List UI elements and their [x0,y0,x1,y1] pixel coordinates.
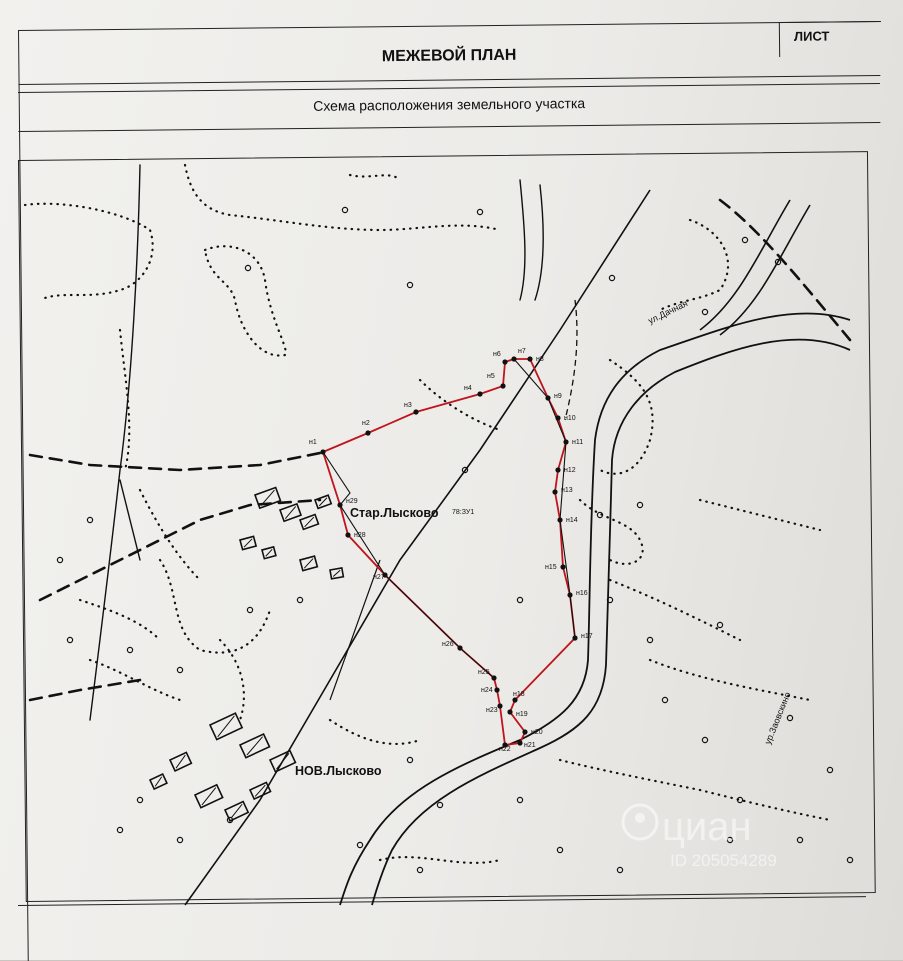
vertex-label: н19 [516,711,528,718]
vertex-point [555,467,560,472]
contour-line [380,857,500,863]
survey-marker [407,282,412,287]
survey-marker [662,697,667,702]
main-road-edge [372,340,850,905]
parcel-label: 78:ЗУ1 [452,509,475,516]
vertex-point [527,356,532,361]
survey-marker [247,607,252,612]
contour-line [420,380,500,430]
vertex-point [500,383,505,388]
document-subtitle: Схема расположения земельного участка [313,95,586,114]
contour-line [160,560,270,653]
building-hatch [242,539,253,547]
survey-marker [342,207,347,212]
survey-marker [717,622,722,627]
vertex-point [497,703,502,708]
vertex-point [511,356,516,361]
document-title: МЕЖЕВОЙ ПЛАН [381,46,517,66]
survey-marker [742,237,747,242]
vertex-point [552,489,557,494]
survey-marker [647,637,652,642]
survey-marker [609,275,614,280]
parcel-polygon [323,359,575,745]
building-hatch [243,737,267,755]
vertex-point [502,359,507,364]
survey-marker [57,557,62,562]
roads [185,190,850,905]
vertex-label: н28 [354,532,366,539]
vertex-label: н20 [531,729,543,736]
main-road [340,313,850,905]
vertex-point [337,502,342,507]
side-road-edge [720,205,810,335]
terrain-lines [25,165,853,873]
dashed-boundary [720,200,850,340]
vertex-label: н9 [554,393,562,400]
vertex-label: н16 [576,590,588,597]
survey-marker [437,802,442,807]
inner-boundary [323,452,494,678]
contour-line [350,175,400,180]
vertex-label: н27 [373,574,385,581]
street-label-zaovskino: ур.Заовскино [762,690,793,746]
vertex-point [477,391,482,396]
vertex-point [555,415,560,420]
building-hatch [264,549,273,556]
watermark [623,805,777,870]
survey-marker [637,502,642,507]
survey-marker [245,265,250,270]
vertex-label: н5 [487,373,495,380]
survey-marker [847,857,852,862]
survey-marker [517,597,522,602]
place-label-star-lyskovo: Стар.Лысково [350,506,439,520]
vertex-point [517,740,522,745]
survey-marker [787,715,792,720]
building-hatch [228,804,246,818]
vertex-point [494,687,499,692]
vertex-label: н23 [486,707,498,714]
terrain-edge [520,180,525,300]
survey-marker [177,837,182,842]
survey-marker [557,847,562,852]
vertex-label: н2 [362,420,370,427]
survey-marker [177,667,182,672]
vertex-point [557,517,562,522]
vertex-label: н14 [566,517,578,524]
vertex-label: н8 [536,356,544,363]
contour-line [205,246,286,355]
contour-line [700,500,820,530]
contour-line [25,204,153,300]
contour-line [80,600,160,640]
vertex-point [563,439,568,444]
survey-marker [137,797,142,802]
survey-marker [797,837,802,842]
vertex-point [365,430,370,435]
vertex-label: н26 [442,641,454,648]
vertex-point [507,709,512,714]
vertex-label: н3 [404,402,412,409]
vertex-point [545,395,550,400]
vertex-point [560,564,565,569]
vertex-point [522,729,527,734]
vertex-point [457,645,462,650]
survey-marker [417,867,422,872]
place-label-nov-lyskovo: НОВ.Лысково [295,764,382,778]
vertex-label: н10 [564,415,576,422]
field-track [330,560,380,700]
survey-marker [117,827,122,832]
vertex-label: н22 [499,746,511,753]
survey-marker [67,637,72,642]
vertex-point [491,675,496,680]
street-label-dachnaya: ул.Дачная [646,298,690,326]
contour-line [330,720,420,744]
inner-boundary [514,359,575,638]
survey-marker [297,597,302,602]
survey-marker [517,797,522,802]
survey-marker [617,867,622,872]
watermark-id: ID 205054289 [670,851,777,870]
terrain-edge [535,185,543,300]
vertex-label: н25 [478,669,490,676]
watermark-pin-icon [635,813,645,823]
vertex-point [572,635,577,640]
vertex-point [413,409,418,414]
vertex-label: н12 [564,467,576,474]
survey-marker [827,767,832,772]
dashed-boundary [30,452,325,470]
building-hatch [332,570,341,576]
vertex-label: н6 [493,351,501,358]
vertex-label: н11 [572,439,584,446]
vertex-label: н1 [309,439,317,446]
survey-marker [702,309,707,314]
vertex-label: н4 [464,385,472,392]
watermark-brand: циан [662,805,752,849]
building-hatch [302,559,314,569]
survey-marker [357,842,362,847]
vertex-label: н21 [524,742,536,749]
survey-marker [477,209,482,214]
vertex-label: н7 [518,348,526,355]
vertex-point [512,697,517,702]
contour-line [610,580,740,640]
terrain-edge [90,165,140,720]
building-hatch [273,753,293,769]
survey-marker [407,757,412,762]
terrain-edge [120,480,140,560]
dashed-boundary [40,500,320,600]
survey-marker [127,647,132,652]
building-hatch [198,788,220,806]
sheet-label: ЛИСТ [793,28,830,44]
contour-line [660,220,728,310]
vertex-point [320,449,325,454]
contour-line [185,165,500,230]
vertex-label: н17 [581,633,593,640]
power-line [185,190,650,905]
building-hatch [213,716,240,737]
dashed-boundary [30,680,140,700]
survey-marker [702,737,707,742]
vertex-label: н15 [545,564,557,571]
survey-marker [87,517,92,522]
vertex-label: н24 [481,687,493,694]
vertex-point [345,532,350,537]
vertex-point [567,592,572,597]
vertex-label: н29 [346,498,358,505]
vertex-label: н18 [513,691,525,698]
vertex-label: н13 [561,487,573,494]
parcel-boundary [323,359,575,745]
vertex-points [309,348,593,753]
